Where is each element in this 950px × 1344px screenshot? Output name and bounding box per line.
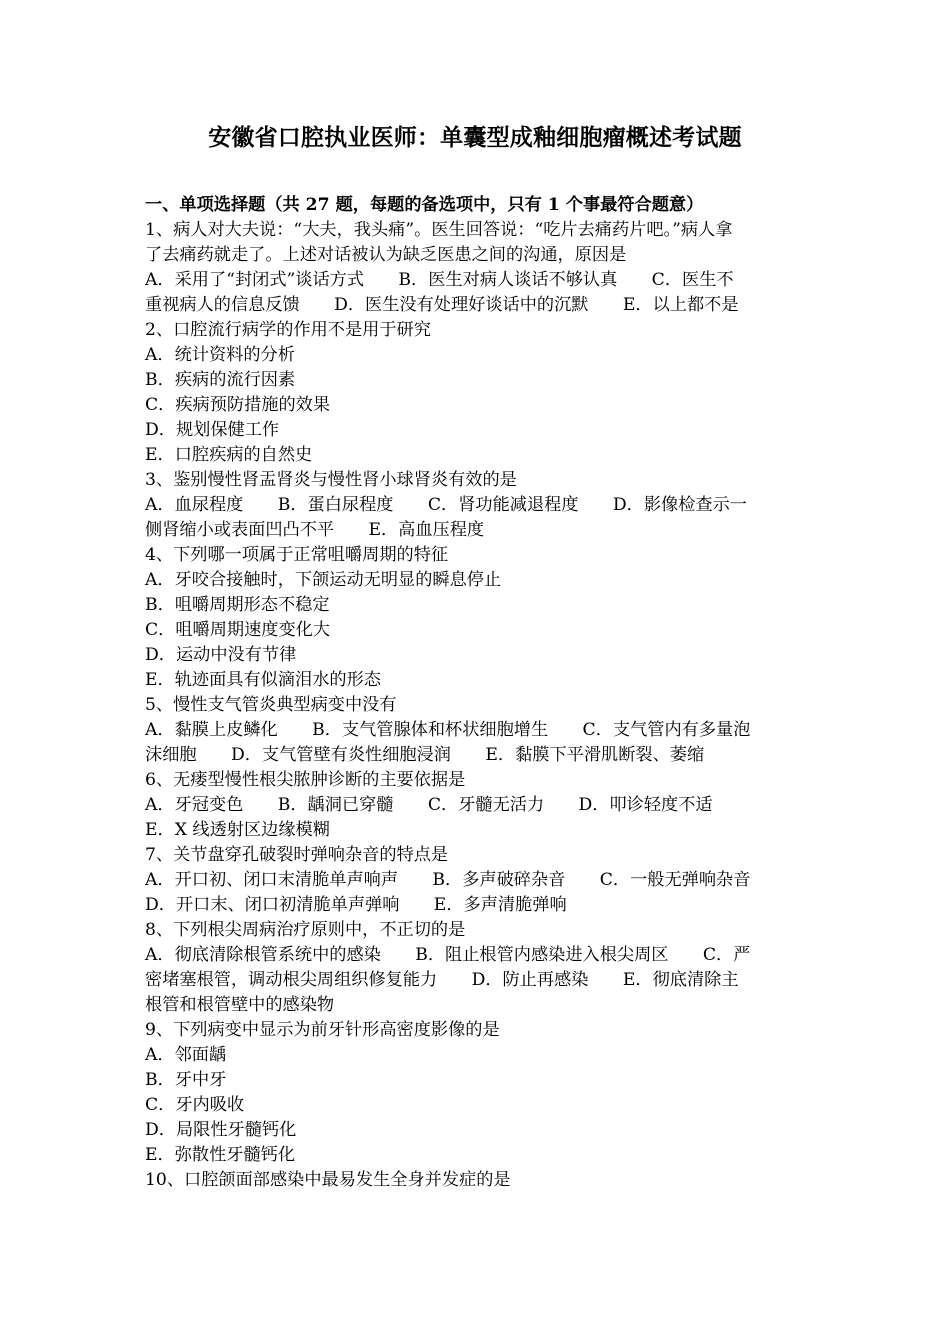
text-line: E．口腔疾病的自然史 [145,445,313,465]
text-line: 7、关节盘穿孔破裂时弹响杂音的特点是 [145,845,449,865]
text-line: D．规划保健工作 [145,420,280,440]
text-line: 1、病人对大夫说：“大夫，我头痛”。医生回答说：“吃片去痛药片吧。”病人拿 [145,220,733,240]
text-line: 8、下列根尖周病治疗原则中，不正切的是 [145,920,466,940]
text-line: E．轨迹面具有似滴泪水的形态 [145,670,381,690]
text-line: B．牙中牙 [145,1070,227,1090]
text-line: D．局限性牙髓钙化 [145,1120,297,1140]
text-line: 重视病人的信息反馈 D．医生没有处理好谈话中的沉默 E．以上都不是 [145,295,739,315]
text-line: C．咀嚼周期速度变化大 [145,620,331,640]
text-line: 9、下列病变中显示为前牙针形高密度影像的是 [145,1020,500,1040]
question-list [145,218,810,1193]
text-line: E．X 线透射区边缘模糊 [145,820,330,840]
text-line: 密堵塞根管，调动根尖周组织修复能力 D．防止再感染 E．彻底清除主 [145,970,739,990]
text-line: A．开口初、闭口末清脆单声响声 B．多声破碎杂音 C．一般无弹响杂音 [145,870,751,890]
document-title: 安徽省口腔执业医师：单囊型成釉细胞瘤概述考试题 [208,124,742,151]
text-line: C．牙内吸收 [145,1095,245,1115]
section-heading: 一、单项选择题（共 27 题，每题的备选项中，只有 1 个事最符合题意） [145,195,704,215]
text-line: 5、慢性支气管炎典型病变中没有 [145,695,397,715]
text-line: B．疾病的流行因素 [145,370,296,390]
text-line: 10、口腔颌面部感染中最易发生全身并发症的是 [145,1170,511,1190]
text-line: D．运动中没有节律 [145,645,297,665]
text-line: A．邻面龋 [145,1045,227,1065]
text-line: B．咀嚼周期形态不稳定 [145,595,330,615]
text-line: 2、口腔流行病学的作用不是用于研究 [145,320,431,340]
text-line: D．开口末、闭口初清脆单声弹响 E．多声清脆弹响 [145,895,567,915]
text-line: A．彻底清除根管系统中的感染 B．阻止根管内感染进入根尖周区 C．严 [145,945,751,965]
text-line: 6、无瘘型慢性根尖脓肿诊断的主要依据是 [145,770,466,790]
document-body [145,193,810,1193]
text-line: A．采用了“封闭式”谈话方式 B．医生对病人谈话不够认真 C．医生不 [145,270,734,290]
text-line: E．弥散性牙髓钙化 [145,1145,296,1165]
text-line: A．统计资料的分析 [145,345,295,365]
text-line: A．牙冠变色 B．龋洞已穿髓 C．牙髓无活力 D．叩诊轻度不适 [145,795,713,815]
text-line: 根管和根管壁中的感染物 [145,995,335,1015]
text-line: C．疾病预防措施的效果 [145,395,331,415]
text-line: 了去痛药就走了。上述对话被认为缺乏医患之间的沟通，原因是 [145,245,627,265]
text-line: 沫细胞 D．支气管壁有炎性细胞浸润 E．黏膜下平滑肌断裂、萎缩 [145,745,705,765]
text-line: 4、下列哪一项属于正常咀嚼周期的特征 [145,545,449,565]
text-line: 3、鉴别慢性肾盂肾炎与慢性肾小球肾炎有效的是 [145,470,517,490]
text-line: A．黏膜上皮鳞化 B．支气管腺体和杯状细胞增生 C．支气管内有多量泡 [145,720,751,740]
text-line: A．牙咬合接触时，下颌运动无明显的瞬息停止 [145,570,502,590]
text-line: 侧肾缩小或表面凹凸不平 E．高血压程度 [145,520,485,540]
text-line: A．血尿程度 B．蛋白尿程度 C．肾功能减退程度 D．影像检查示一 [145,495,747,515]
